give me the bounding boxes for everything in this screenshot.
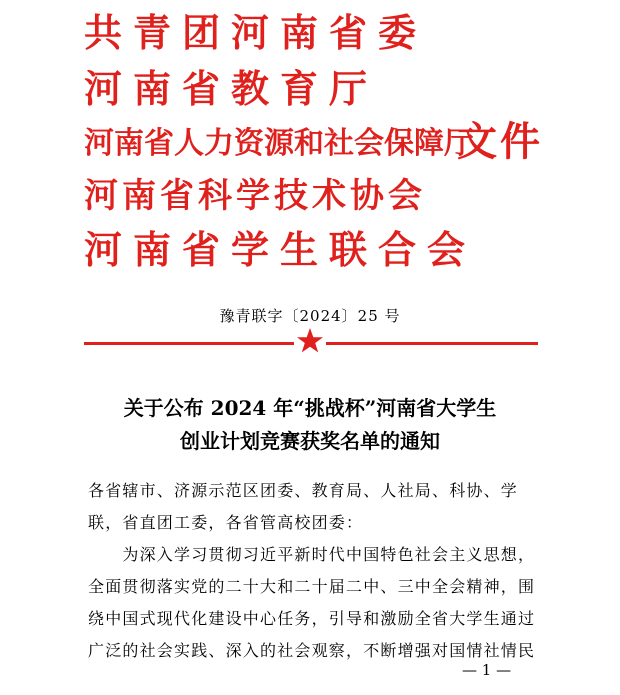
issuer-name: 河南省科学技术协会 bbox=[84, 176, 426, 216]
page-number: — 1 — bbox=[462, 661, 512, 679]
red-divider-right bbox=[326, 342, 538, 345]
issuer-name: 共青团河南省委 bbox=[84, 11, 428, 55]
body-text-line: 绕中国式现代化建设中心任务，引导和激励全省大学生通过 bbox=[88, 609, 536, 628]
document-type-label: 文件 bbox=[457, 119, 543, 165]
issuer-name: 河南省学生联合会 bbox=[84, 228, 477, 272]
body-text-line: 广泛的社会实践、深入的社会观察，不断增强对国情社情民 bbox=[88, 641, 536, 660]
document-number: 豫青联字〔2024〕25 号 bbox=[219, 307, 401, 325]
body-text-line: 为深入学习贯彻习近平新时代中国特色社会主义思想， bbox=[88, 545, 536, 564]
notice-title-line: 创业计划竞赛获奖名单的通知 bbox=[180, 429, 440, 453]
issuer-name: 河南省教育厅 bbox=[84, 67, 379, 111]
red-divider-left bbox=[84, 342, 294, 345]
issuer-name: 河南省人力资源和社会保障厅 bbox=[84, 126, 474, 161]
body-text-line: 联，省直团工委，各省管高校团委： bbox=[88, 513, 364, 532]
red-star-icon bbox=[296, 327, 324, 355]
body-text-line: 各省辖市、济源示范区团委、教育局、人社局、科协、学 bbox=[88, 481, 519, 500]
body-text-line: 全面贯彻落实党的二十大和二十届二中、三中全会精神，围 bbox=[88, 577, 536, 596]
notice-title-line: 关于公布 2024 年“挑战杯”河南省大学生 bbox=[123, 396, 497, 420]
